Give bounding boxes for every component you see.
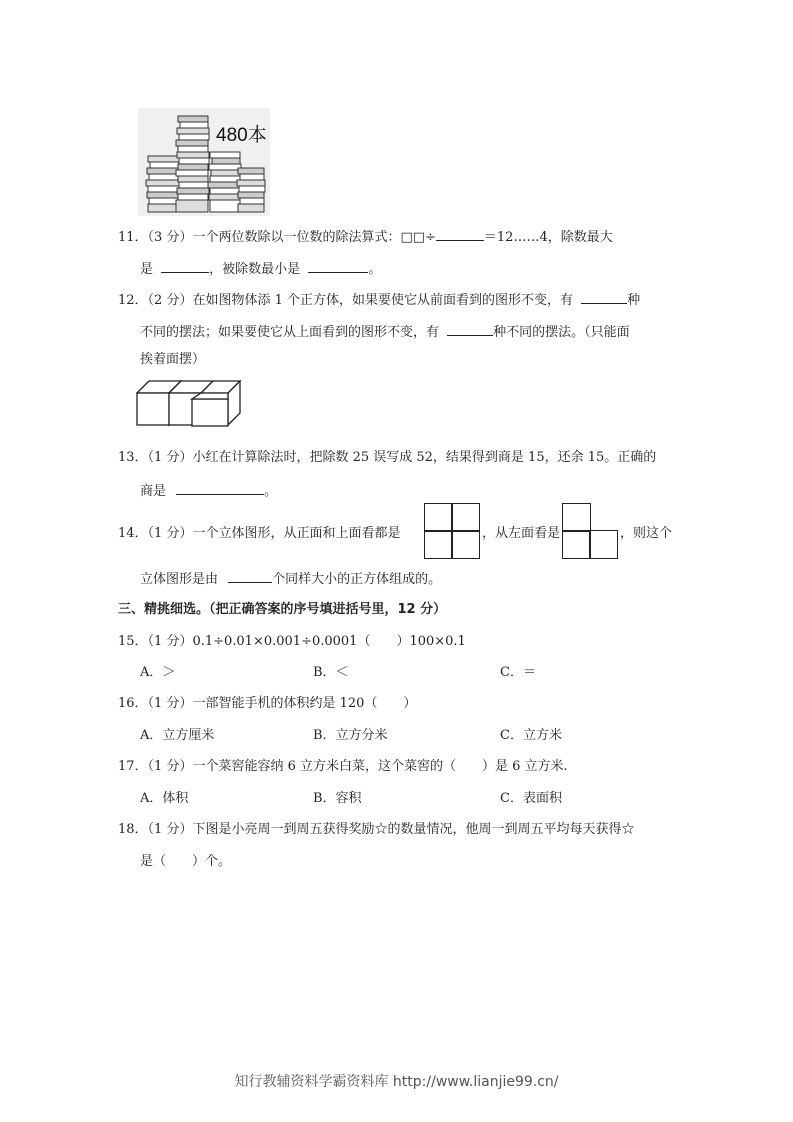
question-17-stem: 17．（1 分）一个菜窖能容纳 6 立方米白菜，这个菜窖的（ ）是 6 立方米. [118,759,568,774]
question-14-line-1 [118,524,400,544]
question-12-line-1 [118,289,640,311]
q15-option-b[interactable]: B．＜ [313,665,349,680]
three-cubes-illustration [136,380,246,428]
section-3-heading: 三、精挑细选。（把正确答案的序号填进括号里，12 分） [118,602,447,617]
question-14-line-1-mid [482,524,560,544]
question-12-line-2 [140,321,630,343]
q13-text-c: 。 [264,484,278,499]
cubes-figure [136,380,246,432]
view-front-top-grid [424,503,480,559]
question-18-line-2: 是（ ）个。 [140,854,232,869]
q12-text-a: 12．（2 分）在如图物体添 1 个正方体，如果要使它从前面看到的图形不变，有 [118,293,573,308]
question-15-stem: 15．（1 分）0.1÷0.01×0.001÷0.0001（ ）100×0.1 [118,634,466,649]
q15-option-c[interactable]: C．＝ [500,665,536,680]
q14-text-a: 14．（1 分）一个立体图形，从正面和上面看都是 [118,526,401,541]
question-11-line-1 [118,226,613,248]
books-figure [138,108,270,216]
books-count-label: 480本 [214,120,269,147]
q12-text-e: 挨着面摆） [140,352,206,367]
q11-text-a: 11．（3 分）一个两位数除以一位数的除法算式：□□÷ [118,230,436,245]
q14-text-d: 立体图形是由 [140,572,219,587]
q14-text-e: 个同样大小的正方体组成的。 [272,572,442,587]
q11-blank-min-dividend[interactable] [308,258,368,273]
question-16-stem: 16．（1 分）一部智能手机的体积约是 120（ ） [118,696,417,711]
q17-option-b[interactable]: B．容积 [313,791,362,806]
question-14-line-2 [140,568,441,590]
q11-text-e: 。 [368,262,382,277]
q12-text-b: 种 [627,293,641,308]
question-12-line-3 [140,350,205,370]
q11-blank-divisor[interactable] [436,226,484,241]
q14-text-c: ，则这个 [620,526,673,541]
question-14-line-1-end [620,524,672,544]
question-11-line-2 [140,258,381,280]
q16-option-b[interactable]: B．立方分米 [313,728,388,743]
q15-option-a[interactable]: A．＞ [140,665,176,680]
q12-text-c: 不同的摆法；如果要使它从上面看到的图形不变，有 [140,325,440,340]
q12-text-d: 种不同的摆法。（只能面 [493,325,630,340]
question-18-line-1: 18．（1 分）下图是小亮周一到周五获得奖励☆的数量情况，他周一到周五平均每天获得☆ [118,822,635,837]
q11-blank-max-divisor[interactable] [161,258,209,273]
q17-option-c[interactable]: C．表面积 [500,791,562,806]
q12-blank-front[interactable] [581,289,627,304]
q11-text-d: ，被除数最小是 [209,262,301,277]
q13-blank-answer[interactable] [176,480,264,495]
footer-watermark: 知行教辅资料学霸资料库 http://www.lianjie99.cn/ [234,1074,559,1090]
q14-blank-count[interactable] [228,568,272,583]
q11-text-c: 是 [140,262,154,277]
question-13-line-2 [140,480,277,502]
question-13-line-1 [118,448,656,468]
q11-text-b: ＝12……4，除数最大 [483,230,613,245]
q17-option-a[interactable]: A．体积 [140,791,189,806]
q12-blank-top[interactable] [447,321,493,336]
q16-option-a[interactable]: A．立方厘米 [140,728,215,743]
q14-text-b: ，从左面看是 [482,526,561,541]
q13-text-a: 13．（1 分）小红在计算除法时，把除数 25 误写成 52，结果得到商是 15，还余 15。正确的 [118,450,657,465]
view-left-grid [562,503,618,559]
q13-text-b: 商是 [140,484,167,499]
q16-option-c[interactable]: C．立方米 [500,728,562,743]
